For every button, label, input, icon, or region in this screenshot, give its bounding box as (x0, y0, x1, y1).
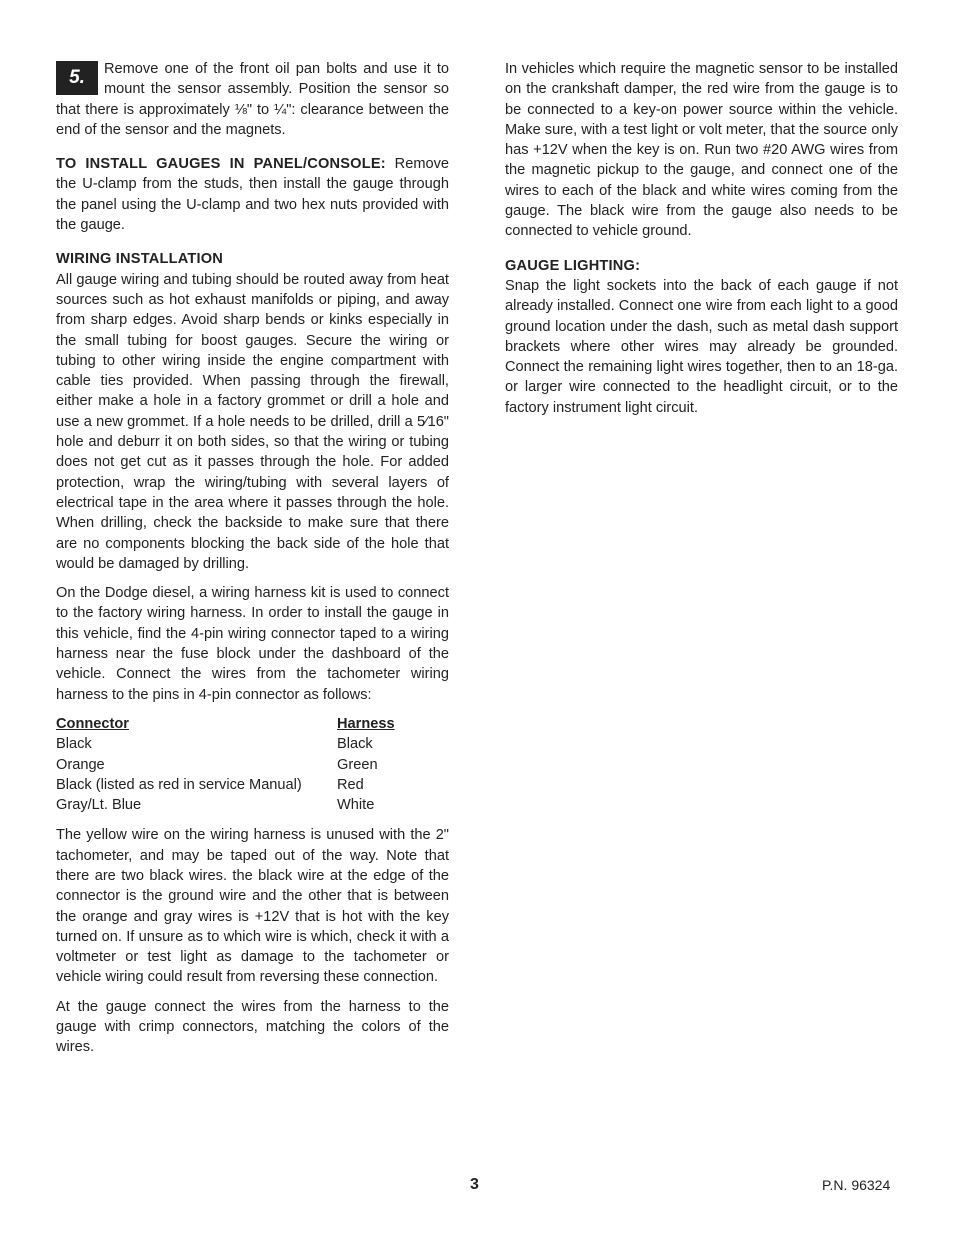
step-5-badge: 5. (56, 61, 98, 95)
harness-cell: Green (337, 756, 378, 773)
wiring-paragraph-3: The yellow wire on the wiring harness is unused with the 2" tachometer, and may be taped out of the way. Note that there are two black wires. the black wire at the edge of the connector is the ground wire and the other that is between the orange and gray wires is +12V that is hot with the key turned on. If unsure as to which wire is which, check it with a voltmeter or test light as damage to the tachometer or vehicle wiring could result from reversing these connection. (56, 827, 449, 986)
step-5-text: Remove one of the front oil pan bolts and use it to mount the sensor assembly. Position the sensor so that there is approximately ⅛" to ¼": clearance between the end of the sensor and the magnets. (56, 61, 449, 138)
magnetic-sensor-paragraph: In vehicles which require the magnetic sensor to be installed on the crankshaft damper, the red wire from the gauge is to be connected to a key-on power source within the vehicle. Make sure, with a test light or volt meter, that the source only has +12V when the key is on. Run two #20 AWG wires from the magnetic pickup to the gauge, and connect one of the wires to each of the black and white wires coming from the gauge. The black wire from the gauge also needs to be connected to vehicle ground. (505, 61, 898, 240)
table-header-row (56, 714, 395, 734)
connector-column-header: Connector (56, 715, 129, 732)
harness-cell: Black (337, 736, 373, 753)
wire-mapping-table (56, 714, 395, 815)
connector-cell: Black (listed as red in service Manual) (56, 776, 302, 793)
left-column (56, 59, 449, 1067)
connector-cell: Black (56, 736, 92, 753)
wiring-paragraph-4: At the gauge connect the wires from the harness to the gauge with crimp connectors, matching the colors of the wires. (56, 998, 449, 1056)
connector-cell: Gray/Lt. Blue (56, 797, 142, 814)
part-number: P.N. 96324 (822, 1177, 891, 1193)
harness-column-header: Harness (337, 715, 395, 732)
wiring-heading: WIRING INSTALLATION (56, 251, 224, 268)
harness-cell: Red (337, 776, 364, 793)
install-panel-heading: TO INSTALL GAUGES IN PANEL/CONSOLE: (56, 156, 386, 173)
harness-cell: White (337, 797, 375, 814)
connector-cell: Orange (56, 756, 105, 773)
install-panel-section (56, 154, 449, 235)
right-column (505, 59, 898, 427)
step-5-paragraph (56, 59, 449, 140)
gauge-lighting-heading: GAUGE LIGHTING: (505, 257, 641, 274)
page-number: 3 (470, 1176, 479, 1193)
wiring-paragraph-1: All gauge wiring and tubing should be routed away from heat sources such as hot exhaust manifolds or piping, and away from sharp edges. Avoid sharp bends or kinks especially in the small tubing for boost gauges. Secure the wiring or tubing to other wiring inside the engine compartment with cable ties provided. When passing through the firewall, either make a hole in a factory grommet or drill a hole and use a new grommet. If a hole needs to be drilled, drill a 5⁄16" hole and deburr it on both sides, so that the wiring or tubing does not get cut as it passes through the hole. For added protection, wrap the wiring/tubing with several layers of electrical tape in the area where it passes through the hole. When drilling, check the backside to make sure that there are no components blocking the back side of the hole that would be damaged by drilling. (56, 271, 449, 572)
table-row (56, 734, 395, 754)
gauge-lighting-paragraph: Snap the light sockets into the back of each gauge if not already installed. Connect one wire from each light to a good ground location under the dash, such as metal dash support brackets where other wires may already be grounded. Connect the remaining light wires together, then to an 18-ga. or larger wire connected to the headlight circuit, or to the factory instrument light circuit. (505, 277, 898, 416)
table-row (56, 755, 395, 775)
table-row (56, 775, 395, 795)
install-panel-text: Remove the U-clamp from the studs, then install the gauge through the panel using the U-clamp and two hex nuts provided with the gauge. (56, 156, 450, 234)
table-row (56, 795, 395, 815)
wiring-paragraph-2: On the Dodge diesel, a wiring harness kit is used to connect to the factory wiring harness. In order to install the gauge in this vehicle, find the 4-pin wiring connector taped to a wiring harness near the fuse block under the dashboard of the vehicle. Connect the wires from the tachometer wiring harness to the pins in 4-pin connector as follows: (56, 585, 449, 703)
